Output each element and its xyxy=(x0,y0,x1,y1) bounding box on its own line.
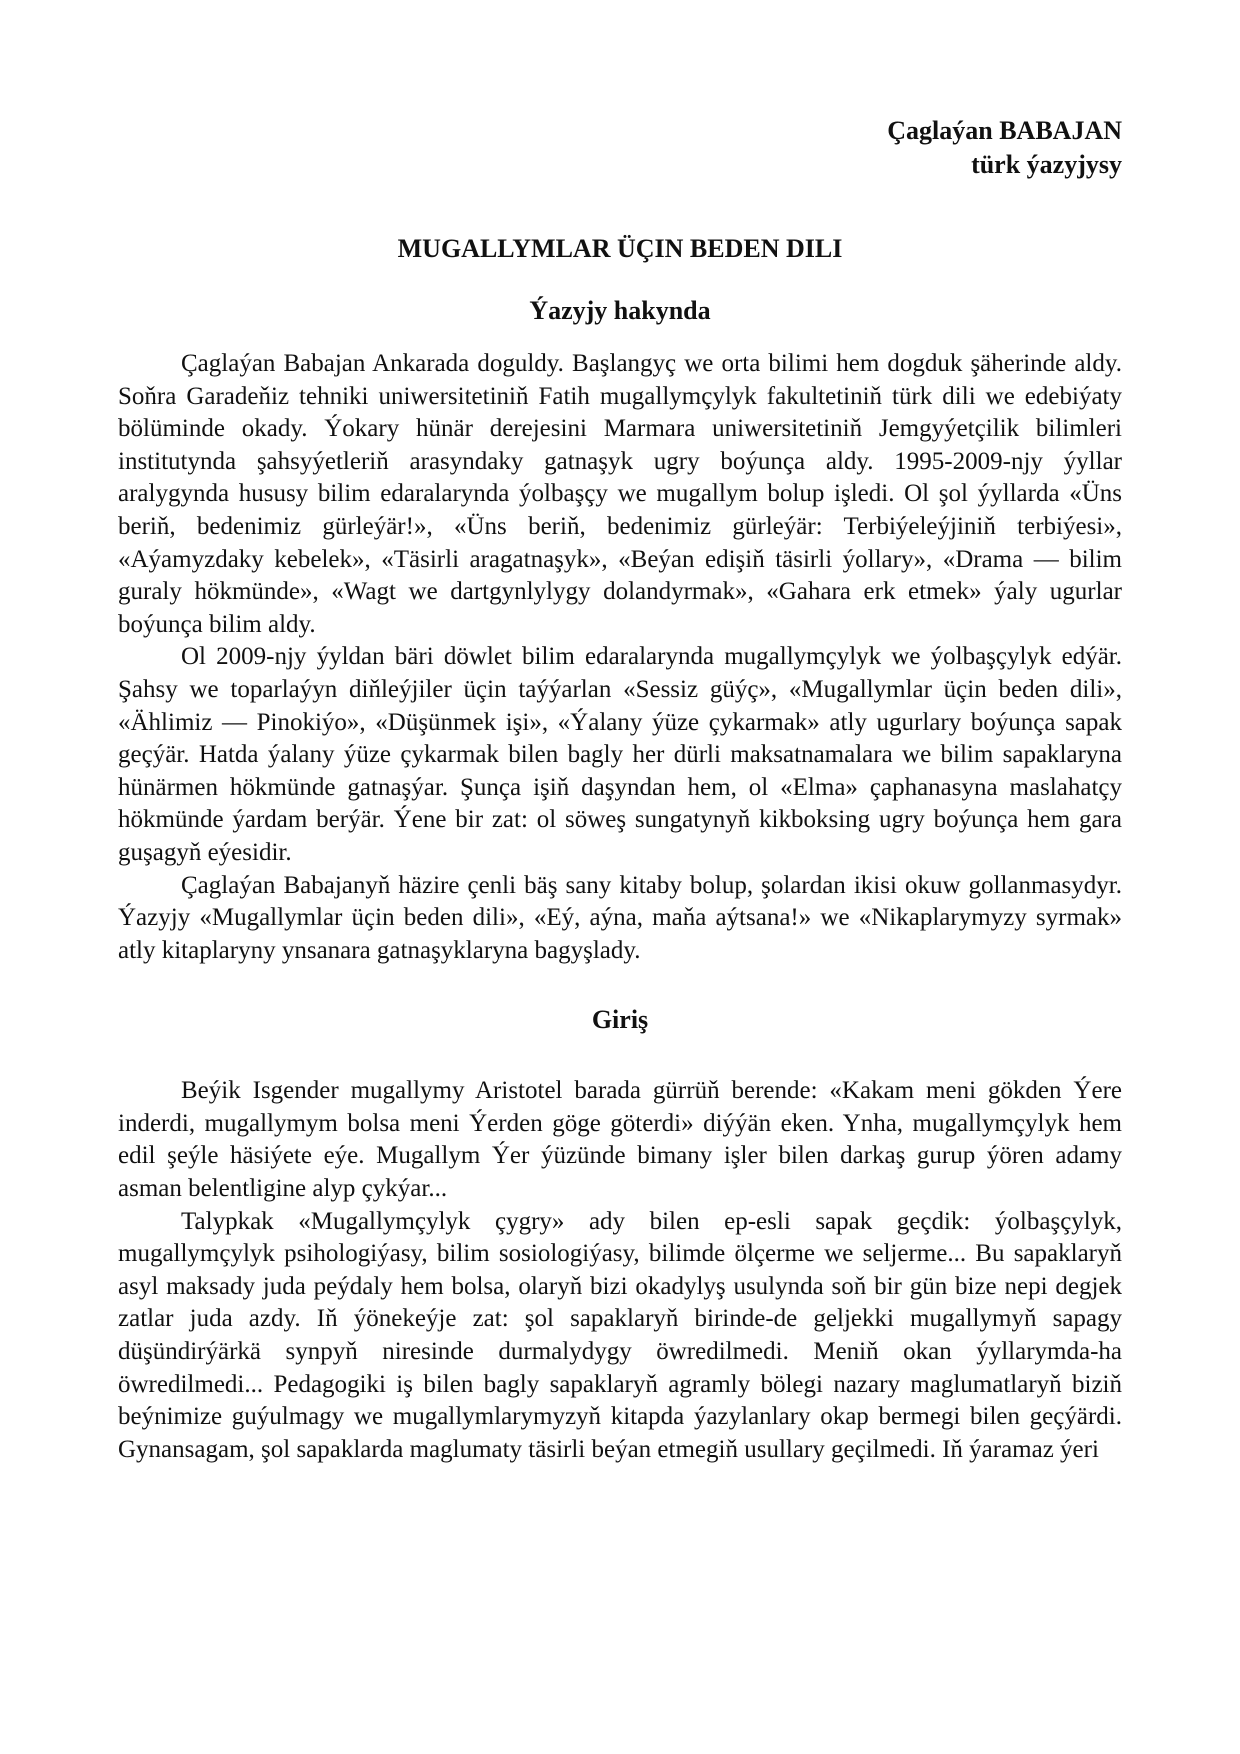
body-paragraph: Çaglaýan Babajanyň häzire çenli bäş sany kitaby bolup, şolardan ikisi okuw gollanmasydyr. Ýazyjy «Mugallymlar üçin beden dili», «Eý, aýna, maňa aýtsana!» we «Nikaplarymyzy syrmak» atly kitaplaryny ynsanara gatnaşyklaryna bagyşlady. xyxy=(118,871,1122,964)
section-heading-introduction: Giriş xyxy=(591,1005,649,1035)
body-paragraph: Çaglaýan Babajan Ankarada doguldy. Başlangyç we orta bilimi hem dogduk şäherinde aldy. Soňra Garadeňiz tehniki uniwersitetiniň Fatih mugallymçylyk fakultetiniň türk dili we edebiýaty bölüminde okady. Ýokary hünär derejesini Marmara uniwersitetiniň Jemgyýetçilik bilimleri institutynda şahsyýetleriň arasyndaky gatnaşyk ugry boýunça aldy. 1995-2009-njy ýyllar aralygynda hususy bilim edaralarynda ýolbaşçy we mugallym bolup işledi. Ol şol ýyllarda «Üns beriň, bedenimiz gürleýär!», «Üns beriň, bedenimiz gürleýär: Terbiýeleýjiniň terbiýesi», «Aýamyzdaky kebelek», «Täsirli aragatnaşyk», «Beýan edişiň täsirli ýollary», «Drama — bilim guraly hökmünde», «Wagt we dartgynlylygy dolandyrmak», «Gahara erk etmek» ýaly ugurlar boýunça bilim aldy. xyxy=(118,350,1122,638)
author-role: türk ýazyjysy xyxy=(971,150,1122,179)
introduction-body xyxy=(118,1075,1122,1466)
body-paragraph: Ol 2009-njy ýyldan bäri döwlet bilim edaralarynda mugallymçylyk we ýolbaşçylyk edýär. Şahsy we toparlaýyn diňleýjiler üçin taýýarlan «Sessiz güýç», «Mugallymlar üçin beden dili», «Ählimiz — Pinokiýo», «Düşünmek işi», «Ýalany ýüze çykarmak» atly ugurlary boýunça sapak geçýär. Hatda ýalany ýüze çykarmak bilen bagly her dürli maksatnamalara we bilim sapaklaryna hünärmen hökmünde gatnaşýar. Şunça işiň daşyndan hem, ol «Elma» çaphanasyna maslahatçy hökmünde ýardam berýär. Ýene bir zat: ol söweş sungatynyň kikboksing ugry boýunça hem gara guşagyň eýesidir. xyxy=(118,643,1122,866)
author-name: Çaglaýan BABAJAN xyxy=(887,116,1122,145)
about-author-body xyxy=(118,348,1122,967)
body-paragraph: Beýik Isgender mugallymy Aristotel barada gürrüň berende: «Kakam meni gökden Ýere inderdi, mugallymym bolsa meni Ýerden göge göterdi» diýýän eken. Ynha, mugallymçylyk hem edil şeýle häsiýete eýe. Mugallym Ýer ýüzünde bimany işler bilen darkaş gurup ýören adamy asman belentligine alyp çykýar... xyxy=(118,1077,1122,1203)
author-block xyxy=(118,114,1122,182)
body-paragraph: Talypkak «Mugallymçylyk çygry» ady bilen ep-esli sapak geçdik: ýolbaşçylyk, mugallymçylyk psihologiýasy, bilim sosiologiýasy, bilimde ölçerme we seljerme... Bu sapaklaryň asyl maksady juda peýdaly hem bolsa, olaryň bizi okadylyş usulynda soň bir gün bize nepi degjek zatlar juda azdy. Iň ýönekeýje zat: şol sapaklaryň birinde-de geljekki mugallymyň sapagy düşündirýärkä synpyň niresinde durmalydygy öwredilmedi. Meniň okan ýyllarymda-ha öwredilmedi... Pedagogiki iş bilen bagly sapaklaryň agramly bölegi nazary maglumatlaryň biziň beýnimize guýulmagy we mugallymlarymyzyň kitapda ýazylanlary okap bermegi bilen geçýärdi. Gynansagam, şol sapaklarda maglumaty täsirli beýan etmegiň usullary geçilmedi. Iň ýaramaz ýeri xyxy=(118,1207,1122,1463)
section-heading-about-author: Ýazyjy hakynda xyxy=(529,296,711,325)
document-title: MUGALLYMLAR ÜÇIN BEDEN DILI xyxy=(397,234,843,263)
